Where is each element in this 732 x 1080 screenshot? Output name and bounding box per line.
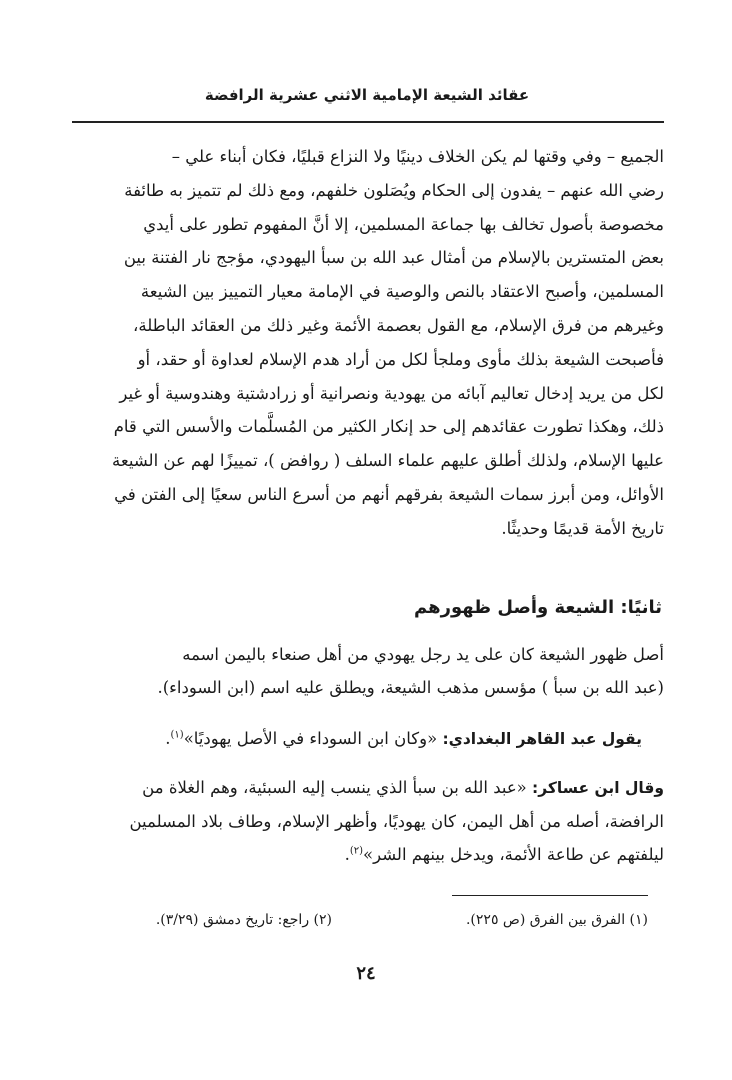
body-line: لكل من يريد إدخال تعاليم آبائه من يهودية ونصرانية أو زرادشتية وهندوسية أو غير — [119, 383, 664, 403]
body-line: (عبد الله بن سبأ ) مؤسس مذهب الشيعة، ويطلق عليه اسم (ابن السوداء). — [157, 678, 664, 697]
body-line: الأوائل، ومن أبرز سمات الشيعة بفرقهم أنهم من أسرع الناس سعيًا إلى الفتن في — [114, 484, 664, 504]
body-line: الجميع – وفي وقتها لم يكن الخلاف دينيًا ولا النزاع قبليًا، فكان أبناء علي – — [171, 147, 664, 166]
origin-paragraph — [72, 638, 664, 704]
body-line: وغيرهم من فرق الإسلام، مع القول بعصمة الأئمة وغير ذلك من العقائد الباطلة، — [133, 315, 664, 335]
footnote-divider — [452, 895, 648, 896]
asakir-quote — [72, 771, 664, 871]
body-line: رضي الله عنهم – يفدون إلى الحكام ويُصَلون خلفهم، ومع ذلك لم تتميز به طائفة — [124, 180, 664, 200]
running-header: عقائد الشيعة الإمامية الاثني عشرية الرافضة — [204, 86, 530, 104]
body-line: المسلمين، وأصبح الاعتقاد بالنص والوصية في الإمامة معيار التمييز بين الشيعة — [140, 282, 664, 302]
quote-end: . — [344, 845, 350, 864]
body-line: فأصبحت الشيعة بذلك مأوى وملجأ لكل من أراد هدم الإسلام لعداوة أو حقد، أو — [137, 349, 664, 369]
body-line: تاريخ الأمة قديمًا وحديثًا. — [501, 518, 664, 538]
quote-text: «وكان ابن السوداء في الأصل يهوديًا» — [183, 729, 443, 748]
footnote-2: (٢) راجع: تاريخ دمشق (٣/٢٩). — [155, 912, 332, 928]
body-line: بعض المتسترين بالإسلام من أمثال عبد الله بن سبأ اليهودي، مؤجج نار الفتنة بين — [123, 248, 664, 268]
body-line — [72, 838, 664, 871]
quote-speaker: وقال ابن عساكر: — [532, 779, 664, 797]
quote-end: . — [165, 729, 171, 748]
body-paragraph — [72, 140, 664, 546]
quote-speaker: يقول عبد القاهر البغدادي: — [442, 730, 642, 748]
footnote-ref: (١) — [170, 729, 184, 741]
section-heading: ثانيًا: الشيعة وأصل ظهورهم — [414, 597, 662, 618]
quote-text: ليلفتهم عن طاعة الأئمة، ويدخل بينهم الشر» — [363, 845, 664, 864]
header-divider — [72, 121, 664, 123]
quote-text: «عبد الله بن سبأ الذي ينسب إليه السبئية، وهم الغلاة من — [142, 778, 533, 797]
footnote-1: (١) الفرق بين الفرق (ص ٢٢٥). — [465, 912, 648, 928]
body-line: الرافضة، أصله من أهل اليمن، كان يهوديًا، وأظهر الإسلام، وطاف بلاد المسلمين — [129, 812, 664, 831]
page-number: ٢٤ — [356, 963, 376, 984]
body-line: عليها الإسلام، ولذلك أطلق عليهم علماء السلف ( روافض )، تمييزًا لهم عن الشيعة — [112, 451, 664, 471]
footnote-ref: (٢) — [349, 845, 363, 857]
baghdadi-quote — [72, 722, 642, 756]
body-line: مخصوصة بأصول تخالف بها جماعة المسلمين، إلا أنَّ المفهوم تطور على أيدي — [143, 214, 664, 234]
body-line — [72, 771, 664, 805]
body-line: ذلك، وهكذا تطورت عقائدهم إلى حد إنكار الكثير من المُسلَّمات والأسس التي قام — [113, 417, 664, 437]
body-line: أصل ظهور الشيعة كان على يد رجل يهودي من أهل صنعاء باليمن اسمه — [182, 645, 664, 664]
